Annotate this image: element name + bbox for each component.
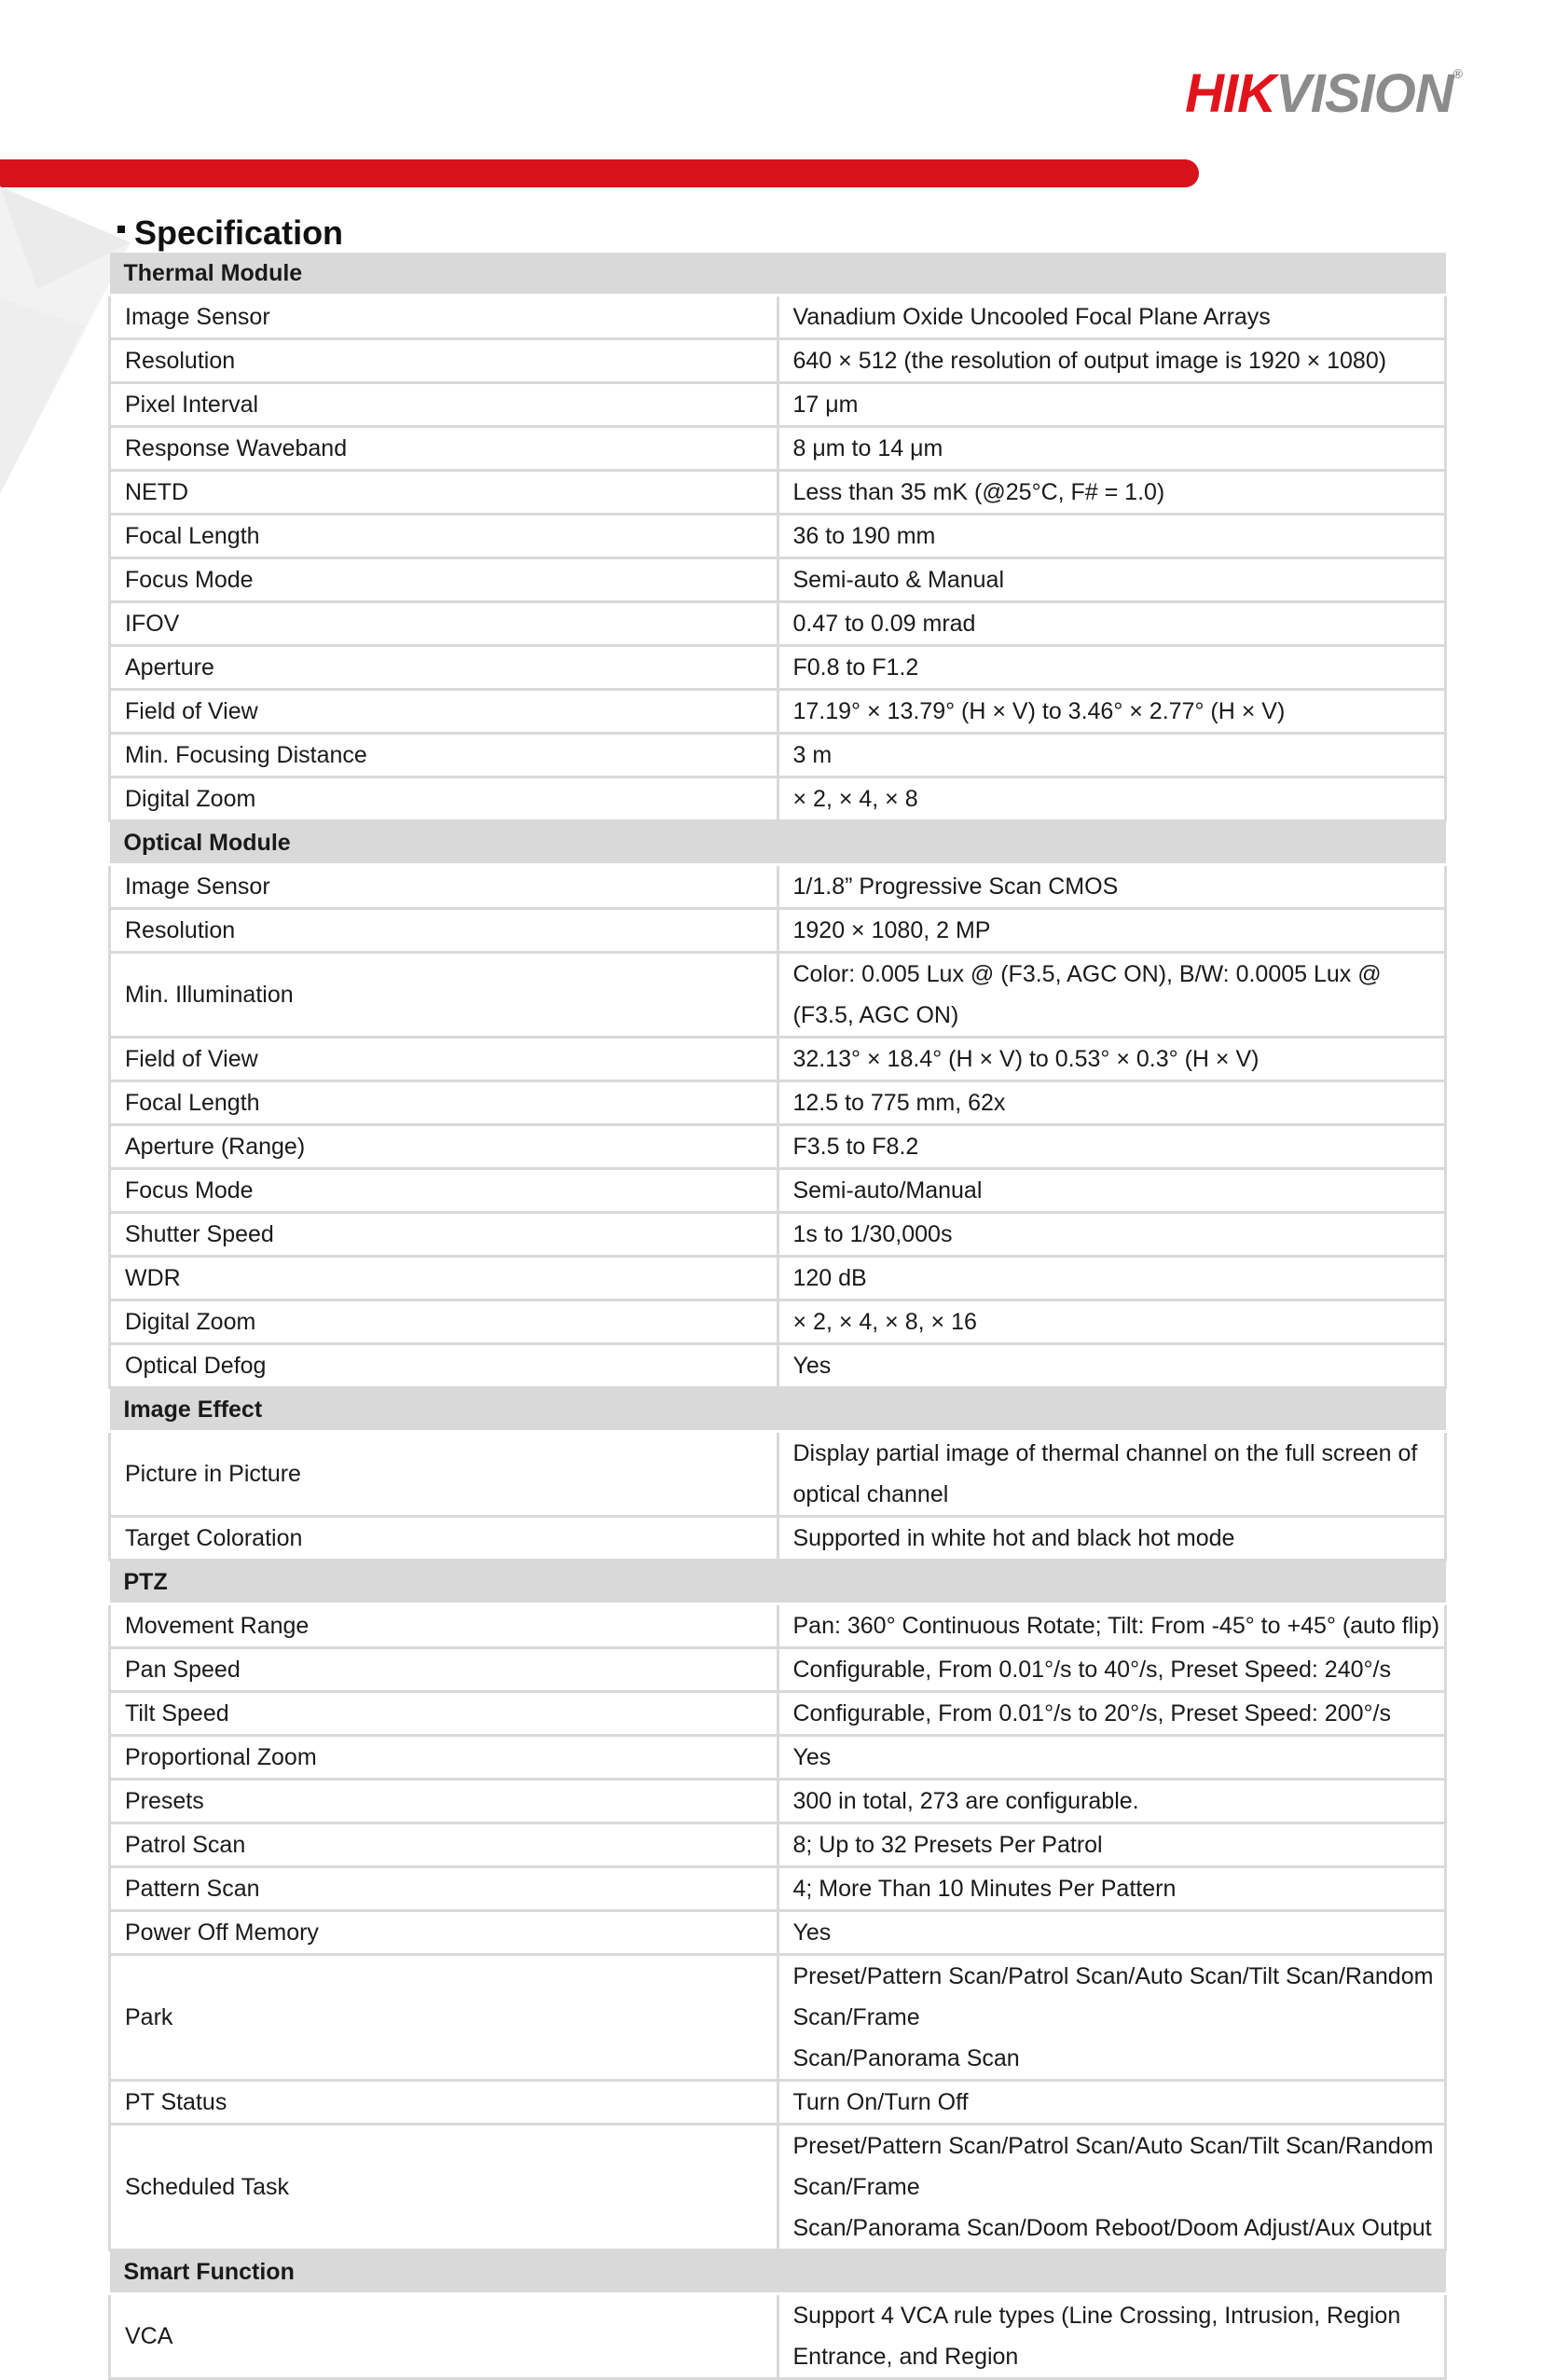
spec-row: [110, 2125, 1446, 2250]
group-title: Thermal Module: [110, 253, 1446, 296]
spec-key: Resolution: [110, 909, 778, 953]
logo-vision: VISION: [1275, 63, 1453, 124]
spec-value: 640 × 512 (the resolution of output image is 1920 × 1080): [778, 339, 1446, 383]
spec-row: [110, 296, 1446, 339]
spec-row: [110, 1169, 1446, 1213]
spec-value: Color: 0.005 Lux @ (F3.5, AGC ON), B/W: 0.0005 Lux @ (F3.5, AGC ON): [778, 953, 1446, 1038]
spec-row: [110, 339, 1446, 383]
group-header-row: [110, 2250, 1446, 2294]
spec-row: [110, 558, 1446, 602]
spec-value: Turn On/Turn Off: [778, 2081, 1446, 2125]
spec-value: Yes: [778, 1736, 1446, 1780]
spec-row: [110, 383, 1446, 427]
spec-value: 120 dB: [778, 1257, 1446, 1300]
spec-value: [778, 2125, 1446, 2250]
spec-row: [110, 1300, 1446, 1344]
spec-value: 8; Up to 32 Presets Per Patrol: [778, 1823, 1446, 1867]
spec-key: Field of View: [110, 1038, 778, 1081]
spec-value: 32.13° × 18.4° (H × V) to 0.53° × 0.3° (H × V): [778, 1038, 1446, 1081]
spec-value: Vanadium Oxide Uncooled Focal Plane Arrays: [778, 296, 1446, 339]
spec-key: PT Status: [110, 2081, 778, 2125]
spec-key: Pan Speed: [110, 1648, 778, 1692]
section-bullet: [117, 226, 125, 233]
spec-key: Target Coloration: [110, 1517, 778, 1561]
logo-hik: HIK: [1185, 63, 1276, 124]
spec-key: Image Sensor: [110, 865, 778, 909]
group-title: PTZ: [110, 1561, 1446, 1604]
spec-value: × 2, × 4, × 8: [778, 777, 1446, 821]
spec-value: 8 μm to 14 μm: [778, 427, 1446, 471]
spec-key: Park: [110, 1955, 778, 2081]
spec-value: F3.5 to F8.2: [778, 1125, 1446, 1169]
spec-row: [110, 2294, 1446, 2379]
spec-value: × 2, × 4, × 8, × 16: [778, 1300, 1446, 1344]
spec-value: 36 to 190 mm: [778, 515, 1446, 558]
spec-key: Focal Length: [110, 515, 778, 558]
spec-key: Focus Mode: [110, 1169, 778, 1213]
spec-row: [110, 1648, 1446, 1692]
spec-value-line: Preset/Pattern Scan/Patrol Scan/Auto Scan/Tilt Scan/Random Scan/Frame: [792, 2133, 1434, 2200]
spec-key: Pixel Interval: [110, 383, 778, 427]
spec-value: Yes: [778, 1344, 1446, 1388]
spec-key: Optical Defog: [110, 1344, 778, 1388]
spec-row: [110, 953, 1446, 1038]
spec-row: [110, 909, 1446, 953]
group-header-row: [110, 253, 1446, 296]
spec-value: [778, 1955, 1446, 2081]
spec-value: 17 μm: [778, 383, 1446, 427]
spec-row: [110, 1344, 1446, 1388]
spec-value-line: Scan/Panorama Scan: [792, 2045, 1020, 2071]
section-title-text: Specification: [134, 213, 344, 252]
spec-key: Tilt Speed: [110, 1692, 778, 1736]
spec-row: [110, 1823, 1446, 1867]
spec-value: Less than 35 mK (@25°C, F# = 1.0): [778, 471, 1446, 515]
spec-key: Focus Mode: [110, 558, 778, 602]
spec-row: [110, 1081, 1446, 1125]
group-title: Optical Module: [110, 821, 1446, 865]
spec-row: [110, 1517, 1446, 1561]
spec-key: Image Sensor: [110, 296, 778, 339]
spec-key: Picture in Picture: [110, 1432, 778, 1517]
spec-value: 1s to 1/30,000s: [778, 1213, 1446, 1257]
spec-row: [110, 1213, 1446, 1257]
spec-key: Resolution: [110, 339, 778, 383]
spec-value: 0.47 to 0.09 mrad: [778, 602, 1446, 646]
spec-row: [110, 865, 1446, 909]
spec-row: [110, 1911, 1446, 1955]
spec-value: Support 4 VCA rule types (Line Crossing, Intrusion, Region Entrance, and Region: [778, 2294, 1446, 2379]
spec-row: [110, 427, 1446, 471]
spec-key: Response Waveband: [110, 427, 778, 471]
spec-row: [110, 602, 1446, 646]
spec-key: IFOV: [110, 602, 778, 646]
spec-key: VCA: [110, 2294, 778, 2379]
spec-key: Power Off Memory: [110, 1911, 778, 1955]
spec-value-line: Scan/Panorama Scan/Doom Reboot/Doom Adjust/Aux Output: [792, 2215, 1432, 2241]
spec-row: [110, 1692, 1446, 1736]
spec-row: [110, 1604, 1446, 1648]
spec-row: [110, 1257, 1446, 1300]
spec-value: 12.5 to 775 mm, 62x: [778, 1081, 1446, 1125]
spec-key: WDR: [110, 1257, 778, 1300]
spec-value: Supported in white hot and black hot mode: [778, 1517, 1446, 1561]
spec-row: [110, 1038, 1446, 1081]
specification-table: [108, 253, 1447, 2380]
spec-value: Semi-auto/Manual: [778, 1169, 1446, 1213]
spec-row: [110, 1432, 1446, 1517]
spec-key: Field of View: [110, 690, 778, 734]
group-header-row: [110, 1388, 1446, 1432]
spec-key: Scheduled Task: [110, 2125, 778, 2250]
spec-row: [110, 777, 1446, 821]
spec-key: Movement Range: [110, 1604, 778, 1648]
spec-row: [110, 1125, 1446, 1169]
spec-row: [110, 1736, 1446, 1780]
spec-row: [110, 1955, 1446, 2081]
spec-value: Configurable, From 0.01°/s to 20°/s, Preset Speed: 200°/s: [778, 1692, 1446, 1736]
spec-key: Digital Zoom: [110, 777, 778, 821]
spec-key: Patrol Scan: [110, 1823, 778, 1867]
spec-value: Yes: [778, 1911, 1446, 1955]
spec-value: 4; More Than 10 Minutes Per Pattern: [778, 1867, 1446, 1911]
spec-row: [110, 2081, 1446, 2125]
spec-row: [110, 471, 1446, 515]
group-title: Image Effect: [110, 1388, 1446, 1432]
header-red-bar: [0, 159, 1199, 187]
spec-value: 17.19° × 13.79° (H × V) to 3.46° × 2.77° (H × V): [778, 690, 1446, 734]
registered-mark: ®: [1453, 66, 1462, 81]
spec-row: [110, 734, 1446, 777]
spec-value: 1/1.8” Progressive Scan CMOS: [778, 865, 1446, 909]
spec-value: Configurable, From 0.01°/s to 40°/s, Preset Speed: 240°/s: [778, 1648, 1446, 1692]
spec-row: [110, 1867, 1446, 1911]
spec-key: Pattern Scan: [110, 1867, 778, 1911]
spec-row: [110, 690, 1446, 734]
spec-value: 300 in total, 273 are configurable.: [778, 1780, 1446, 1823]
spec-key: Min. Focusing Distance: [110, 734, 778, 777]
spec-key: NETD: [110, 471, 778, 515]
spec-key: Digital Zoom: [110, 1300, 778, 1344]
spec-value: 3 m: [778, 734, 1446, 777]
spec-key: Presets: [110, 1780, 778, 1823]
spec-row: [110, 515, 1446, 558]
hikvision-logo: [1185, 63, 1462, 124]
spec-key: Focal Length: [110, 1081, 778, 1125]
section-title: [117, 209, 343, 257]
group-header-row: [110, 821, 1446, 865]
spec-value: Display partial image of thermal channel on the full screen of optical channel: [778, 1432, 1446, 1517]
spec-row: [110, 646, 1446, 690]
spec-key: Proportional Zoom: [110, 1736, 778, 1780]
spec-value: F0.8 to F1.2: [778, 646, 1446, 690]
group-title: Smart Function: [110, 2250, 1446, 2294]
spec-key: Aperture (Range): [110, 1125, 778, 1169]
spec-value: Semi-auto & Manual: [778, 558, 1446, 602]
spec-row: [110, 1780, 1446, 1823]
spec-key: Shutter Speed: [110, 1213, 778, 1257]
group-header-row: [110, 1561, 1446, 1604]
spec-value-line: Preset/Pattern Scan/Patrol Scan/Auto Scan/Tilt Scan/Random Scan/Frame: [792, 1963, 1434, 2030]
spec-value: Pan: 360° Continuous Rotate; Tilt: From -45° to +45° (auto flip): [778, 1604, 1446, 1648]
spec-key: Aperture: [110, 646, 778, 690]
spec-value: 1920 × 1080, 2 MP: [778, 909, 1446, 953]
spec-key: Min. Illumination: [110, 953, 778, 1038]
